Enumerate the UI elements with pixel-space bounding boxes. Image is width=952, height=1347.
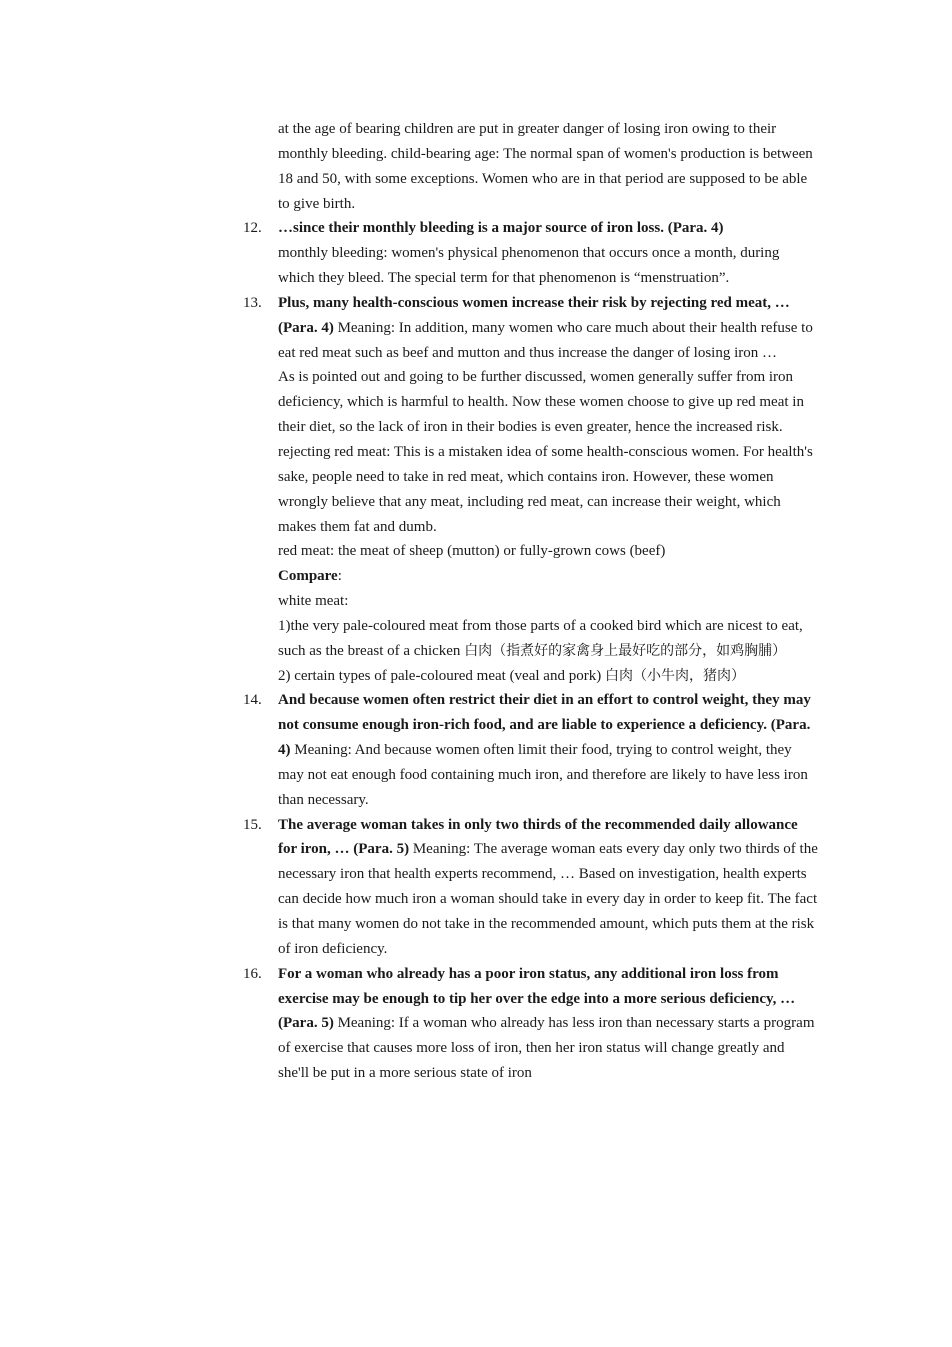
- red-meat-definition: red meat: the meat of sheep (mutton) or fully-grown cows (beef): [278, 543, 666, 560]
- definition-chinese: 白肉（小牛肉，猪肉）: [604, 667, 745, 684]
- item-paragraph: [278, 688, 818, 812]
- definition-english: 1)the very pale-coloured meat from those parts of a cooked bird which are nicest to eat, such as the breast of a chicken: [278, 617, 803, 659]
- white-meat-term: white meat:: [278, 593, 349, 610]
- item-number: 13.: [243, 294, 262, 311]
- white-meat-definition-2: [278, 664, 818, 689]
- item-heading: [278, 216, 818, 241]
- item-heading-text: Plus, many health-conscious women increase their risk by rejecting red meat, … (Para. 4): [278, 294, 790, 336]
- item-heading-text: …since their monthly bleeding is a major source of iron loss. (Para. 4): [278, 220, 724, 237]
- list-item-16: [243, 962, 818, 1086]
- definition-english: 2) certain types of pale-coloured meat (veal and pork): [278, 667, 605, 684]
- item-heading-text: The average woman takes in only two thirds of the recommended daily allowance for iron, … (Para. 5): [278, 816, 798, 858]
- item-paragraph: [278, 291, 818, 366]
- item-number: 16.: [243, 965, 262, 982]
- list-item-12: [243, 216, 818, 291]
- item-number: 15.: [243, 816, 262, 833]
- intro-paragraph: at the age of bearing children are put in greater danger of losing iron owing to their monthly bleeding. child-bearing age: The normal span of women's production is between 18 and 50, with some exceptions. Women who are in that period are supposed to be able to give birth.: [278, 121, 813, 212]
- item-paragraph: [278, 962, 818, 1086]
- list-item-13: [243, 291, 818, 689]
- item-meaning: Meaning: The average woman eats every day only two thirds of the necessary iron that health experts recommend, … Based on investigation, health experts can decide how much iron a woman should take in every day in order to keep fit. The fact is that many women do not take in the recommended amount, which puts them at the risk of iron deficiency.: [278, 841, 818, 957]
- white-meat-definition-1: [278, 614, 818, 664]
- item-number: 14.: [243, 692, 262, 709]
- item-heading-text: And because women often restrict their diet in an effort to control weight, they may not consume enough iron-rich food, and are liable to experience a deficiency. (Para. 4): [278, 692, 811, 759]
- item-number: 12.: [243, 220, 262, 237]
- list-item-14: [243, 688, 818, 812]
- item-meaning: Meaning: If a woman who already has less iron than necessary starts a program of exercise that causes more loss of iron, then her iron status will change greatly and she'll be put in a more serious state of iron: [278, 1015, 815, 1082]
- list-item-15: [243, 813, 818, 962]
- item-explanation: As is pointed out and going to be further discussed, women generally suffer from iron deficiency, which is harmful to health. Now these women choose to give up red meat in their diet, so the lack of iron in their bodies is even greater, hence the increased risk. rejecting red meat: This is a mistaken idea of some health-conscious women. For health's sake, people need to take in red meat, which contains iron. However, these women wrongly believe that any meat, including red meat, can increase their weight, which makes them fat and dumb.: [278, 369, 813, 535]
- item-paragraph: [278, 813, 818, 962]
- item-meaning: Meaning: And because women often limit their food, trying to control weight, they may not eat enough food containing much iron, and therefore are likely to have less iron than necessary.: [278, 742, 808, 808]
- compare-heading: [278, 564, 818, 589]
- compare-colon: :: [337, 568, 342, 585]
- compare-label: Compare: [278, 568, 338, 585]
- item-heading-text: For a woman who already has a poor iron status, any additional iron loss from exercise may be enough to tip her over the edge into a more serious deficiency, … (Para. 5): [278, 965, 796, 1032]
- page-content: [243, 117, 818, 1086]
- definition-chinese: 白肉（指煮好的家禽身上最好吃的部分，如鸡胸脯）: [464, 642, 787, 659]
- item-body: monthly bleeding: women's physical phenomenon that occurs once a month, during which they bleed. The special term for that phenomenon is “menstruation”.: [278, 245, 780, 287]
- item-meaning: Meaning: In addition, many women who care much about their health refuse to eat red meat such as beef and mutton and thus increase the danger of losing iron …: [278, 319, 813, 361]
